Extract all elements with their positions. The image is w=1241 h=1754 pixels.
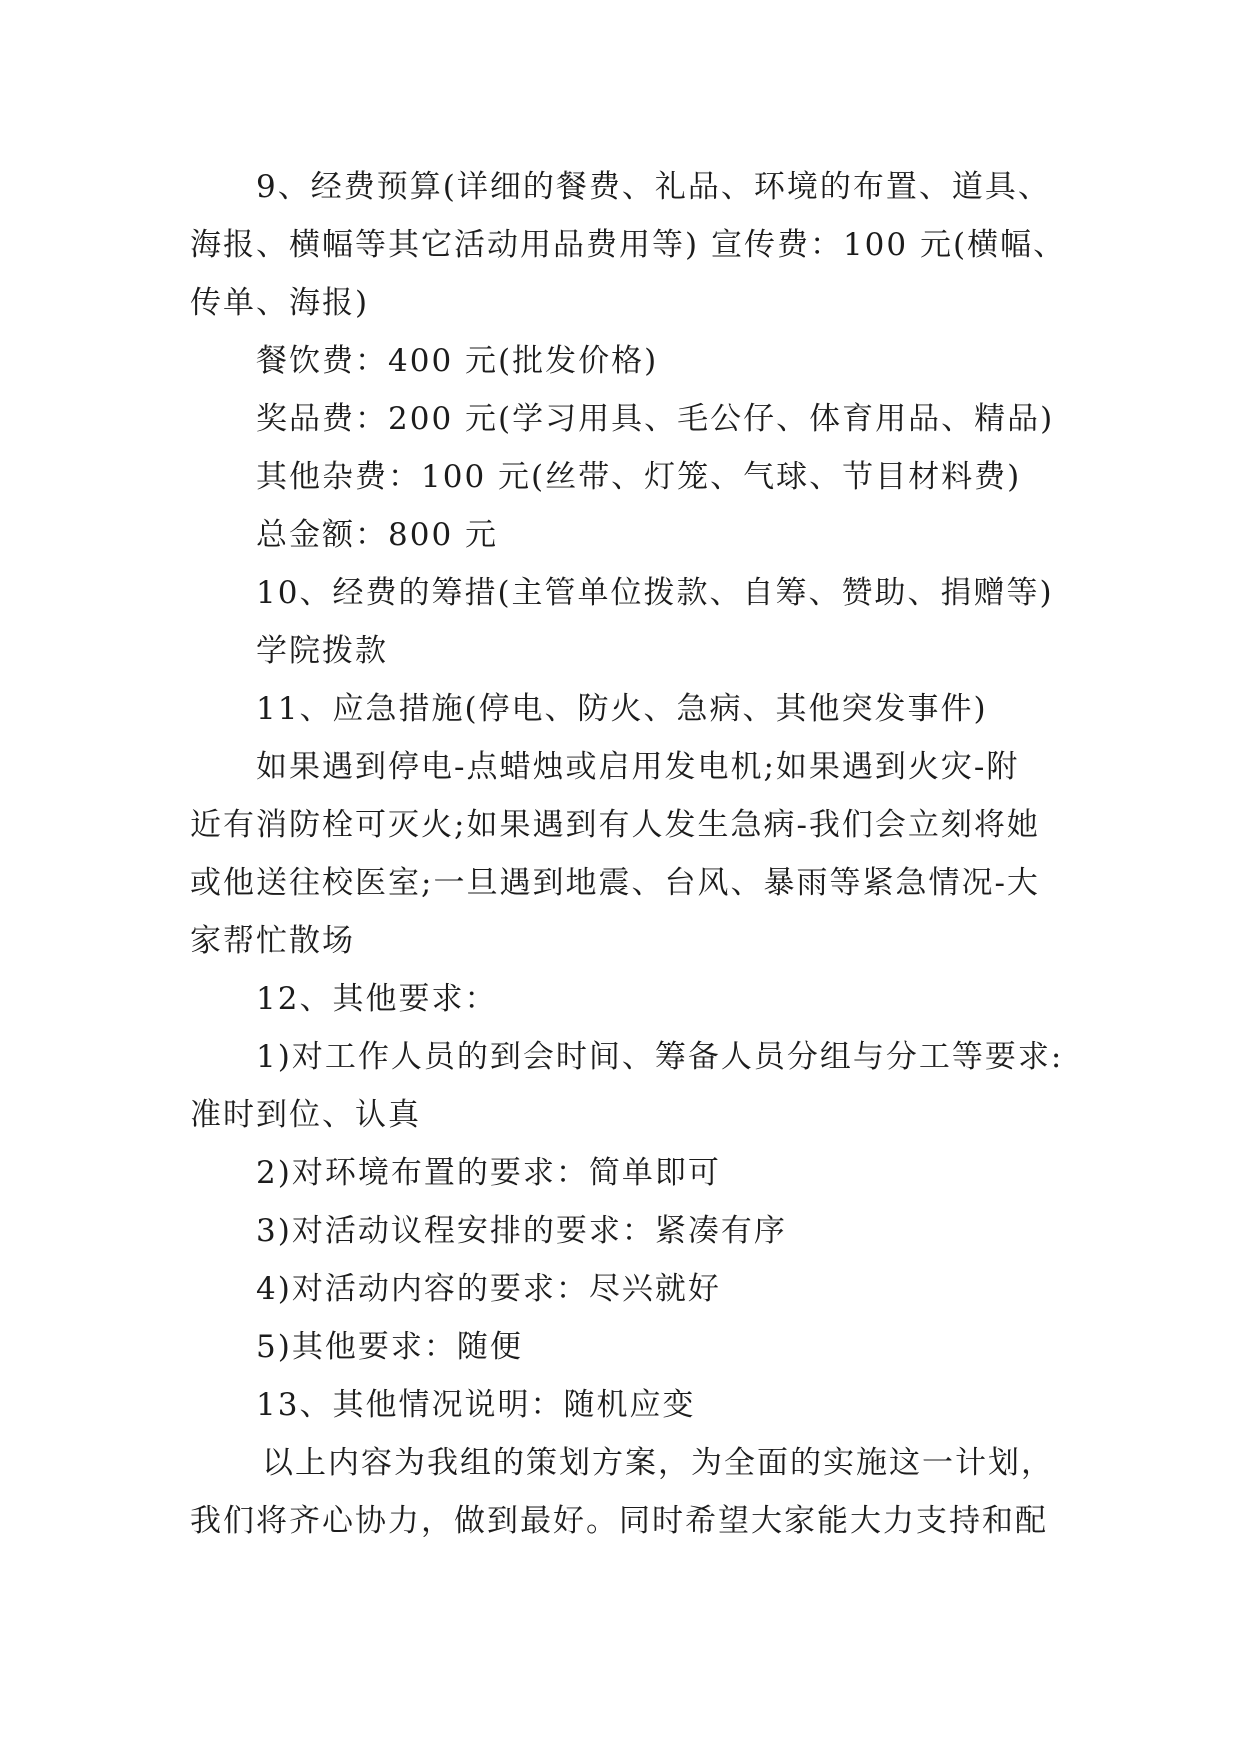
text-line-7: 总金额：800 元 (256, 517, 499, 553)
text-line-10: 11、应急措施(停电、防火、急病、其他突发事件) (256, 691, 988, 727)
text-line-15: 12、其他要求： (256, 981, 498, 1017)
text-line-11: 如果遇到停电-点蜡烛或启用发电机;如果遇到火灾-附 (256, 749, 1020, 785)
text-line-18: 2)对环境布置的要求：简单即可 (256, 1155, 721, 1191)
text-line-5: 奖品费：200 元(学习用具、毛公仔、体育用品、精品) (256, 401, 1055, 437)
text-line-21: 5)其他要求：随便 (256, 1329, 523, 1365)
text-line-13: 或他送往校医室;一旦遇到地震、台风、暴雨等紧急情况-大 (190, 865, 1040, 901)
text-line-19: 3)对活动议程安排的要求：紧凑有序 (256, 1213, 787, 1249)
text-line-9: 学院拨款 (256, 633, 388, 669)
text-line-24: 我们将齐心协力，做到最好。同时希望大家能大力支持和配 (190, 1503, 1048, 1539)
text-line-16: 1)对工作人员的到会时间、筹备人员分组与分工等要求: (256, 1039, 1064, 1075)
document-body (190, 158, 1070, 1550)
text-line-3: 传单、海报) (190, 285, 370, 321)
text-line-14: 家帮忙散场 (190, 923, 355, 959)
text-line-6: 其他杂费：100 元(丝带、灯笼、气球、节目材料费) (256, 459, 1022, 495)
text-line-8: 10、经费的筹措(主管单位拨款、自筹、赞助、捐赠等) (256, 575, 1054, 611)
text-line-22: 13、其他情况说明：随机应变 (256, 1387, 696, 1423)
text-line-20: 4)对活动内容的要求：尽兴就好 (256, 1271, 721, 1307)
text-line-2: 海报、横幅等其它活动用品费用等) 宣传费：100 元(横幅、 (190, 227, 1067, 263)
text-line-1: 9、经费预算(详细的餐费、礼品、环境的布置、道具、 (256, 169, 1051, 205)
text-line-17: 准时到位、认真 (190, 1097, 421, 1133)
text-line-12: 近有消防栓可灭火;如果遇到有人发生急病-我们会立刻将她 (190, 807, 1040, 843)
text-line-23: 以上内容为我组的策划方案，为全面的实施这一计划， (262, 1445, 1054, 1481)
text-line-4: 餐饮费：400 元(批发价格) (256, 343, 659, 379)
